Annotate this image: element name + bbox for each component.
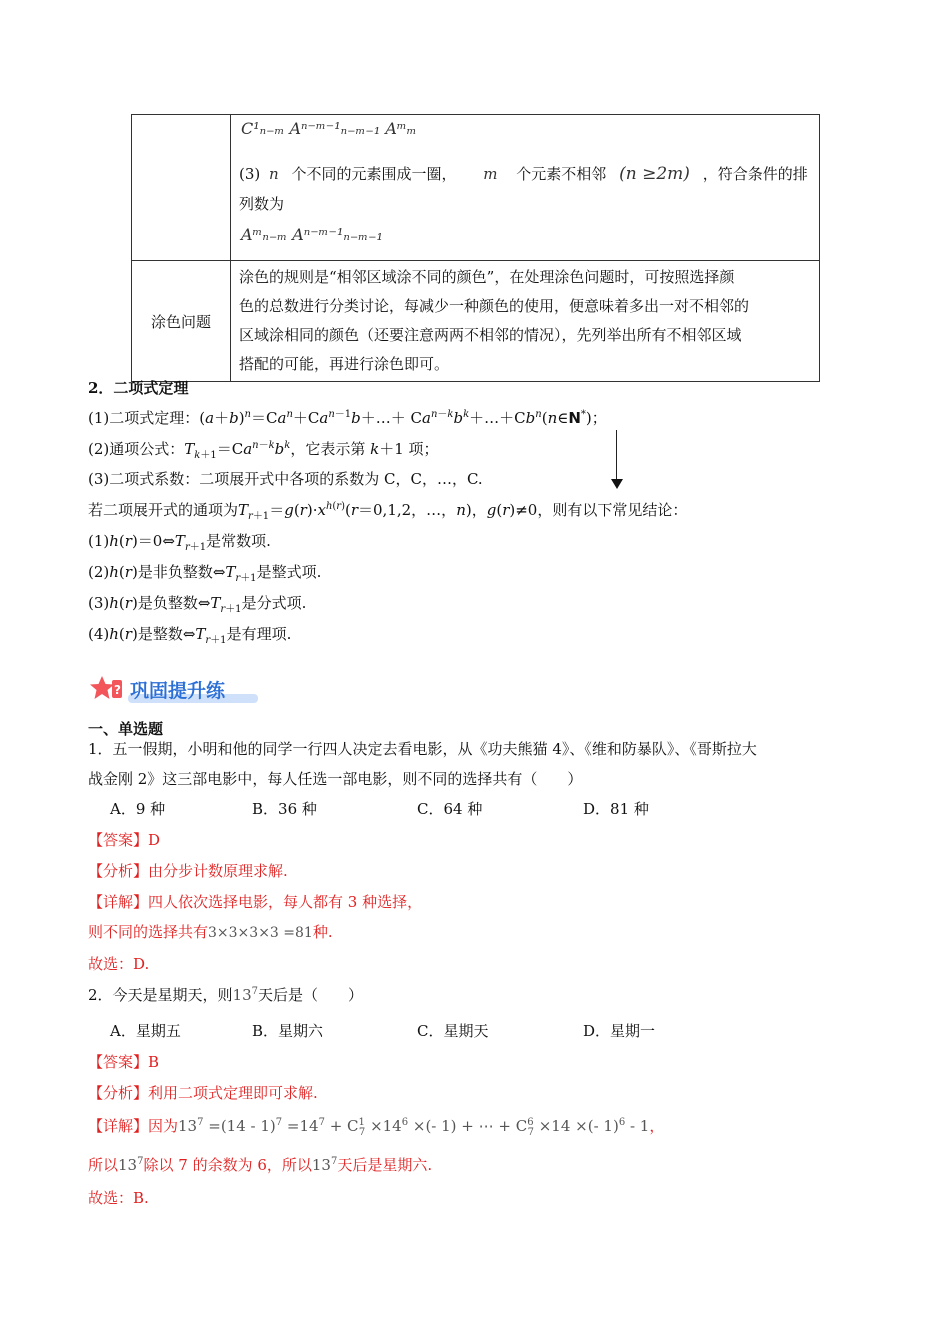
table-row-content xyxy=(231,115,820,261)
counting-table xyxy=(131,114,820,382)
q1-detail-calc: 则不同的选择共有3×3×3×3 =81种. xyxy=(88,923,333,941)
q2-expansion-formula: $13^7 =(14 - 1)^7 =14^7 + C^1_7 \times 14^6$ ×(- 1) + ⋯ + $C^6_7 \times 14$ ×(- 1)$^6$ - 1 xyxy=(178,1117,650,1138)
item-number: (3) xyxy=(239,165,261,183)
coloring-line: 区域涂相同的颜色（还要注意两两不相邻的情况），先列举出所有不相邻区域 xyxy=(239,326,742,344)
q1-choose: 故选：D. xyxy=(88,955,150,973)
q1-option: D．81 种 xyxy=(583,800,649,818)
text-circle: 个不同的元素围成一圈， xyxy=(291,165,457,183)
conclusion-3: (3)h(r)是负整数$\Leftrightarrow T_{r+1}$是分式项. xyxy=(88,594,307,615)
q1-detail: 【详解】四人依次选择电影，每人都有 3 种选择， xyxy=(88,893,423,911)
q2-choose: 故选：B. xyxy=(88,1189,149,1207)
q1-product-formula: 3×3×3×3 =81 xyxy=(208,925,313,941)
q1-stem-line: 1．五一假期，小明和他的同学一行四人决定去看电影，从《功夫熊猫 4》、《维和防暴队》、《哥斯拉大 xyxy=(88,740,757,758)
general-term-conclusion-line: 若二项展开式的通项为$T_{r+1}=g(r)\cdot x^{h(r)}(r=0,1,2$，…，n)，g(r)≠0，则有以下常见结论： xyxy=(88,501,688,522)
q2-answer: 【答案】B xyxy=(88,1053,160,1071)
q2-option: C．星期天 xyxy=(417,1022,489,1040)
coloring-line: 搭配的可能，再进行涂色即可。 xyxy=(239,355,450,373)
q1-stem-line: 战金刚 2》这三部电影中，每人任选一部电影，则不同的选择共有（ ） xyxy=(88,770,583,788)
formula-c-a-a: C¹ₙ₋ₘ Aⁿ⁻ᵐ⁻¹ₙ₋ₘ₋₁ Aᵐₘ xyxy=(241,119,417,138)
conclusion-4: (4)h(r)是整数$\Leftrightarrow T_{r+1}$是有理项. xyxy=(88,625,292,646)
coloring-line: 色的总数进行分类讨论，每减少一种颜色的使用，便意味着多出一对不相邻的 xyxy=(239,297,750,315)
section-title: 巩固提升练 xyxy=(130,680,226,702)
q1-option: A．9 种 xyxy=(110,800,166,818)
q1-answer: 【答案】D xyxy=(88,831,161,849)
coloring-line: 涂色的规则是“相邻区域涂不同的颜色”，在处理涂色问题时，可按照选择颜 xyxy=(239,268,735,286)
q2-option: D．星期一 xyxy=(583,1022,656,1040)
formula-a-a: Aᵐₙ₋ₘ Aⁿ⁻ᵐ⁻¹ₙ₋ₘ₋₁ xyxy=(241,225,383,244)
q2-detail: 【详解】因为$13^7 =(14 - 1)^7 =14^7 + C^1_7 \times 14^6$ ×(- 1) + ⋯ + $C^6_7 \times 14$ ×(- 1)$^6$ - 1， xyxy=(88,1117,665,1138)
q1-option: C．64 种 xyxy=(417,800,483,818)
table-row-label-empty xyxy=(132,115,231,261)
binomial-heading: 2．二项式定理 xyxy=(88,379,189,397)
text-count-cont: 列数为 xyxy=(239,195,285,213)
circular-arrangement-text xyxy=(239,163,808,184)
q1-analysis: 【分析】由分步计数原理求解. xyxy=(88,862,288,880)
binomial-theorem-line: (1)二项式定理：$(a+b)^n=Ca^n+Ca^{n-1}b+\dots+$ $Ca^{n-k}b^k+\dots+Cb^n(n\in N^*)$； xyxy=(88,409,607,427)
q2-option: A．星期五 xyxy=(110,1022,181,1040)
section-heading: 一、单选题 xyxy=(88,720,164,738)
q2-conclusion: 所以$13^7$除以 7 的余数为 6，所以$13^7$天后是星期六. xyxy=(88,1156,433,1174)
var-n: n xyxy=(269,165,279,183)
text-count: ，符合条件的排 xyxy=(702,165,808,183)
star-badge-icon xyxy=(88,674,128,704)
table-row xyxy=(132,115,820,261)
conclusion-1: $(1)h(r)=0\Leftrightarrow T_{r+1}$是常数项. xyxy=(88,532,271,553)
conclusion-2: (2)h(r)是非负整数$\Leftrightarrow T_{r+1}$是整式项. xyxy=(88,563,322,584)
table-row xyxy=(132,261,820,382)
coloring-label: 涂色问题 xyxy=(132,261,231,382)
q2-stem: 2．今天是星期天，则$13^7$天后是（ ） xyxy=(88,986,364,1004)
general-term-line: (2)通项公式：$T_{k+1}=Ca^{n-k}b^k$，它表示第 k＋1 项； xyxy=(88,440,439,461)
binomial-coefficient-line: (3)二项式系数：二项展开式中各项的系数为 C，C，…，C. xyxy=(88,470,483,488)
arrow-line xyxy=(616,430,617,480)
coloring-content xyxy=(231,261,820,382)
text-nonadjacent: 个元素不相邻 xyxy=(516,165,607,183)
condition: (n ≥2m) xyxy=(619,164,690,184)
q1-option: B．36 种 xyxy=(252,800,317,818)
arrow-down-icon xyxy=(611,479,623,489)
svg-text:?: ? xyxy=(114,683,121,697)
var-m: m xyxy=(483,165,498,183)
q2-option: B．星期六 xyxy=(252,1022,324,1040)
q2-analysis: 【分析】利用二项式定理即可求解. xyxy=(88,1084,318,1102)
